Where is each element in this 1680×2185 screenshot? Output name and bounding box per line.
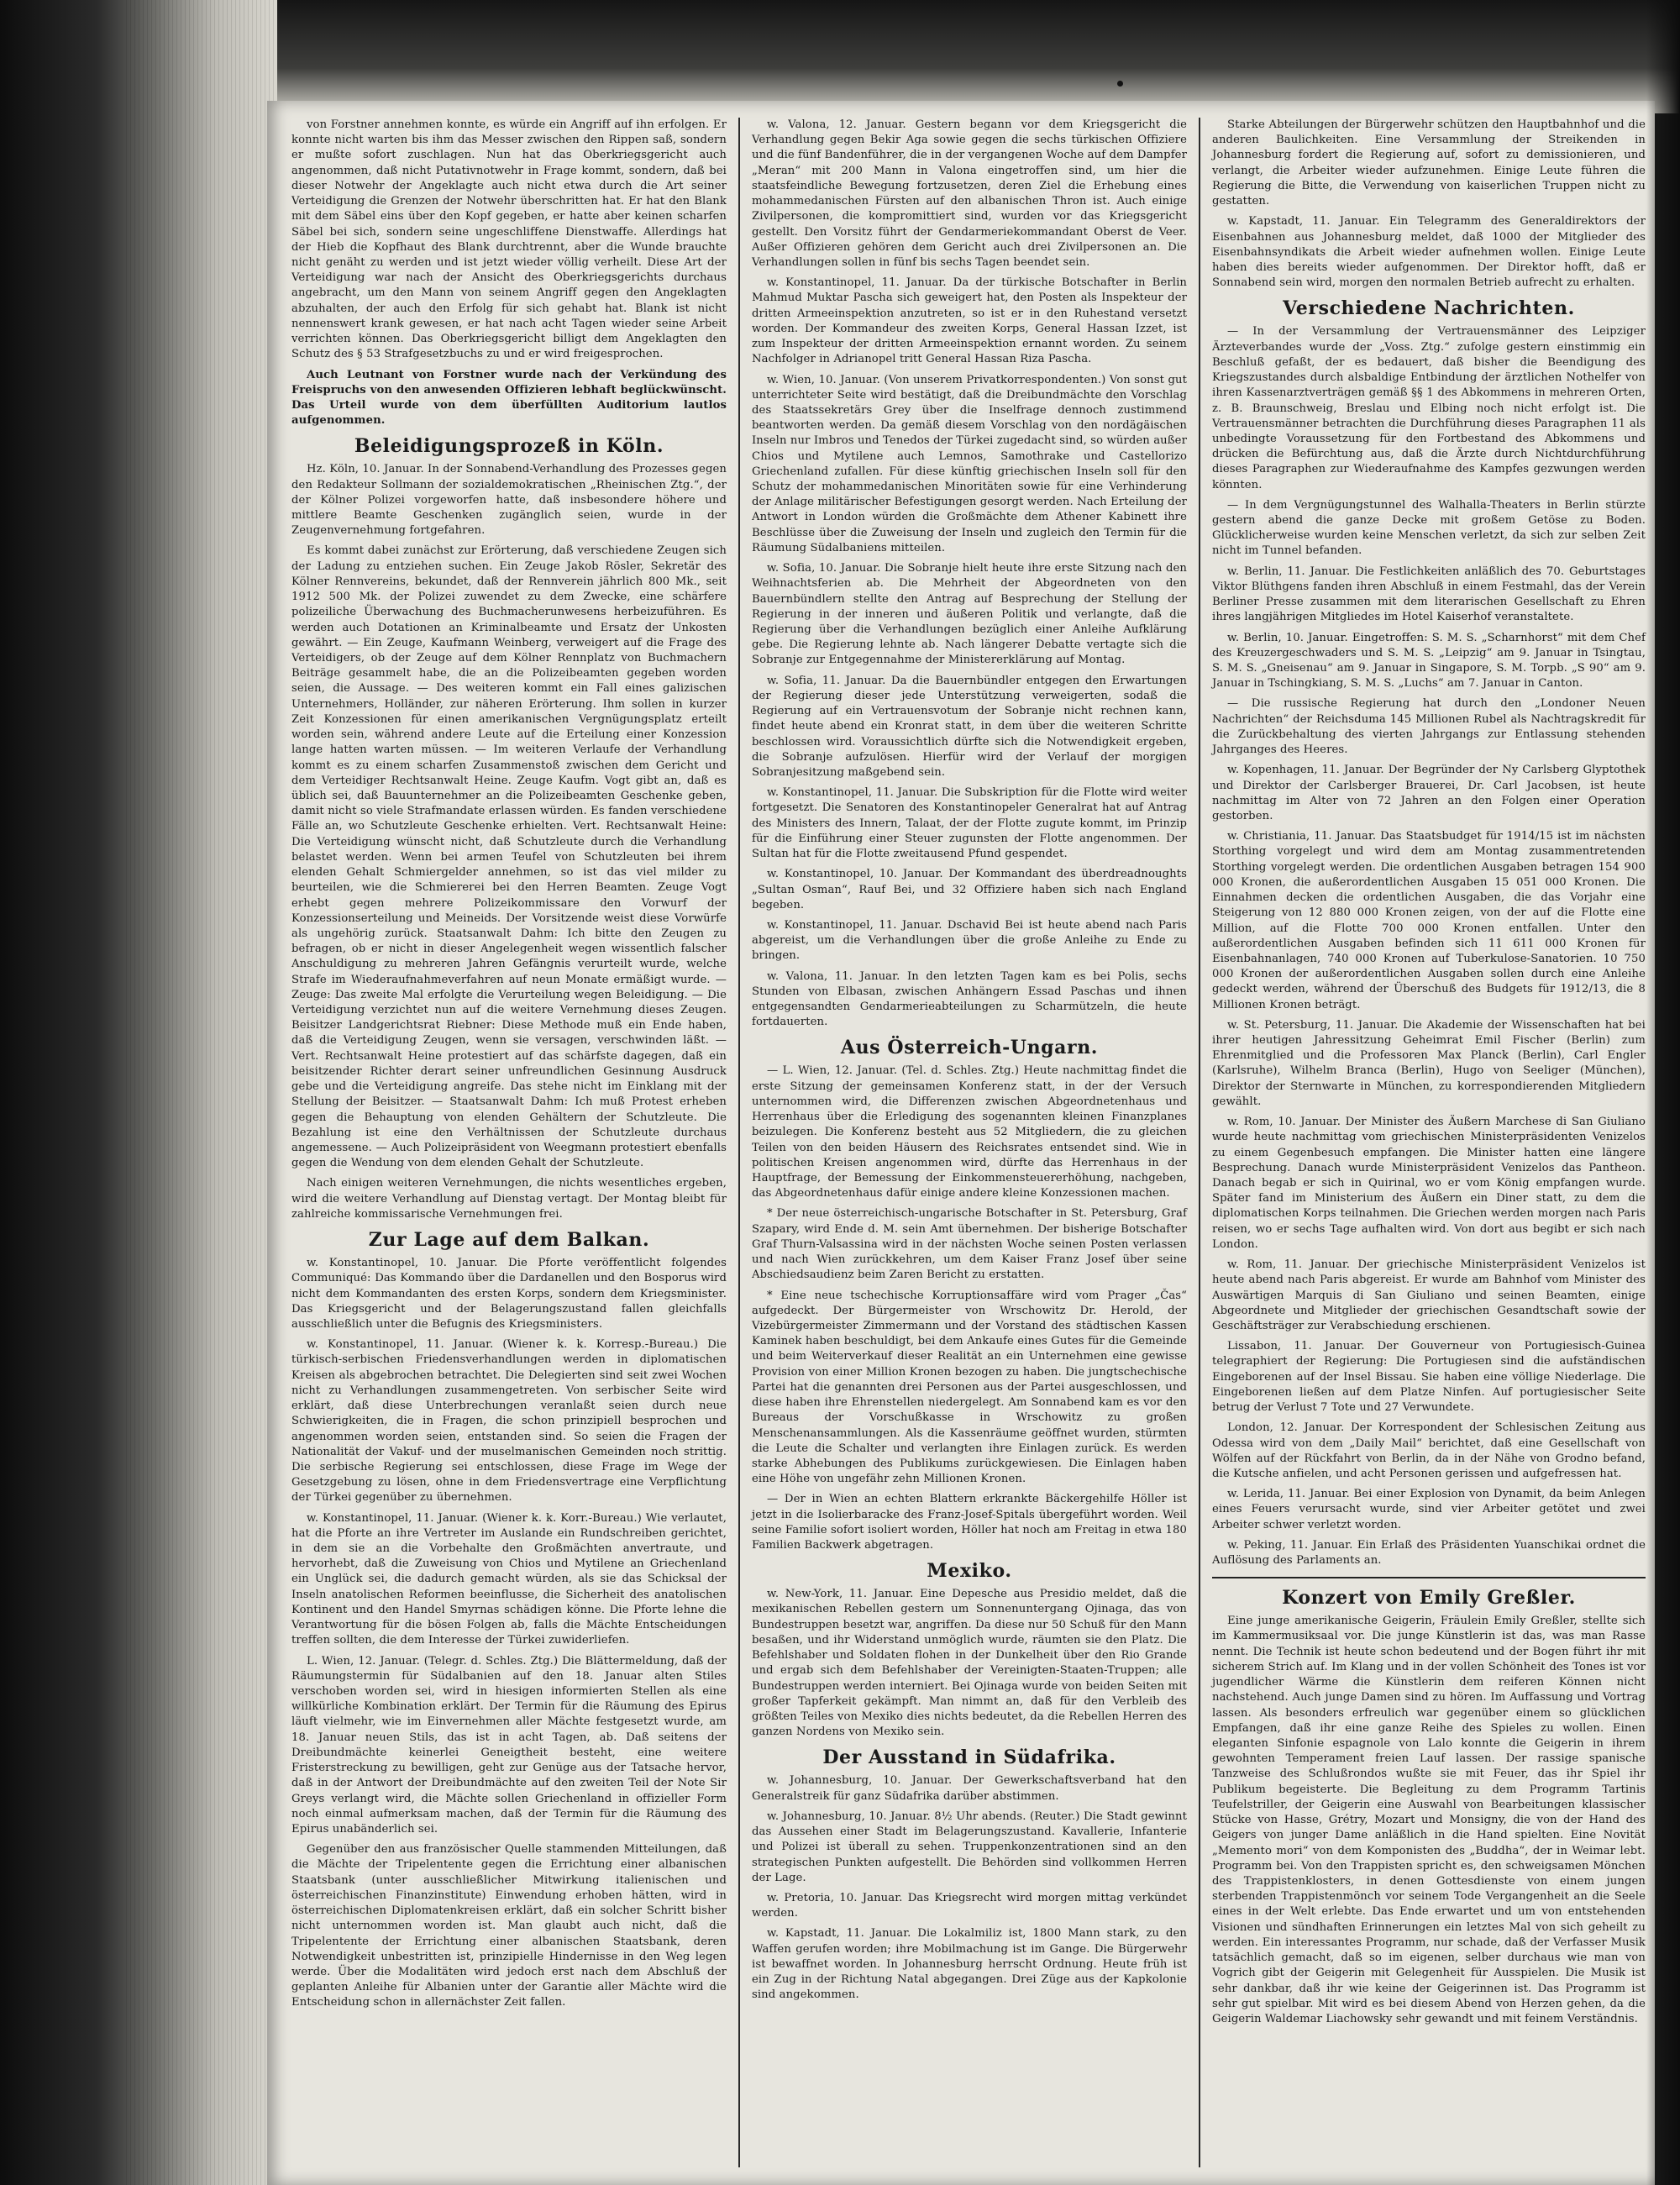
article-text: w. Johannesburg, 10. Januar. Der Gewerkschaftsverband hat den Generalstreik für ganz Südafrika darüber abstimmen. [752,1774,1187,1803]
section-heading: Konzert von Emily Greßler. [1282,1587,1576,1610]
article-text: — L. Wien, 12. Januar. (Tel. d. Schles. Ztg.) Heute nachmittag findet die erste Sitzung der gemeinsamen Konferenz statt, in der der Versuch unternommen wird, die Differenzen zwischen Abgeordnetenhaus und Herrenhaus über die Erledigung des sogenannten kleinen Finanzplanes beizulegen. Die Konferenz besteht aus 52 Mitgliedern, die zu gleichen Teilen von den beiden Häusern des Reichsrates entsendet sind. Wie in politischen Kreisen angenommen wird, dürfte das Herrenhaus in der Hauptfrage, der Bemessung der Einkommensteuererhöhung, nachgeben, das Abgeordnetenhaus dafür einige andere kleine Konzessionen machen. [752,1064,1187,1200]
article-text: w. St. Petersburg, 11. Januar. Die Akademie der Wissenschaften hat bei ihrer heutigen Jahressitzung Geheimrat Emil Fischer (Berlin) zum Ehrenmitglied und die Professoren Max Planck (Berlin), Carl Engler (Karlsruhe), Wilhelm Branca (Berlin), Hugo von Seeliger (München), Direktor der Sternwarte in München, zu korrespondierenden Mitgliedern gewählt. [1212,1018,1646,1108]
article-text: w. Kopenhagen, 11. Januar. Der Begründer der Ny Carlsberg Glyptothek und Direktor der Carlsberger Brauerei, Dr. Carl Jacobsen, ist heute nachmittag im Alter von 72 Jahren an den Folgen einer Operation gestorben. [1212,764,1646,822]
section-heading: Mexiko. [927,1560,1012,1583]
article-text: * Der neue österreichisch-ungarische Botschafter in St. Petersburg, Graf Szapary, wird Ende d. M. sein Amt übernehmen. Der bisherige Botschafter Graf Thurn-Valsassina wird in der nächsten Woche seinen Posten verlassen und nach Wien zurückkehren, um dem Kaiser Franz Josef über seine Abschiedsaudienz beim Zaren Bericht zu erstatten. [752,1207,1187,1282]
article-text: w. Kapstadt, 11. Januar. Ein Telegramm des Generaldirektors der Eisenbahnen aus Johannesburg meldet, daß 1000 der Mitglieder des Eisenbahnsyndikats die Arbeit wieder aufnehmen wollen. Einige Leute haben dies bereits wieder aufgenommen. Der Direktor hofft, daß er Sonnabend sein wird, morgen den normalen Betrieb aufrecht zu erhalten. [1212,215,1646,290]
page-stack-edges [126,0,277,2185]
article-text: w. Sofia, 10. Januar. Die Sobranje hielt heute ihre erste Sitzung nach den Weihnachtsferien ab. Die Mehrheit der Abgeordneten von den Bauernbündlern stellte den Antrag auf Besprechung der Stellung der Regierung in der inneren und äußeren Politik und verlangte, daß die Regierung über die Verhandlungen bezüglich einer Anleihe Aufklärung gebe. Die Regierung lehnte ab. Nach längerer Debatte vertagte sich die Sobranje zur Entgegennahme der Ministererklärung auf Montag. [752,562,1187,667]
section-heading: Verschiedene Nachrichten. [1283,297,1575,320]
article-text: Lissabon, 11. Januar. Der Gouverneur von Portugiesisch-Guinea telegraphiert der Regierung: Die Portugiesen sind die aufständischen Eingeborenen auf der Insel Bissau. Sie haben eine völlige Niederlage. Die Eingeborenen ließen auf dem Platze Ninfen. Auf portugiesischer Seite betrug der Verlust 7 Tote und 27 Verwundete. [1212,1340,1646,1415]
article-text: w. Lerida, 11. Januar. Bei einer Explosion von Dynamit, da beim Anlegen eines Feuers verursacht wurde, sind vier Arbeiter getötet und zwei Arbeiter schwer verletzt worden. [1212,1488,1646,1531]
article-text: w. Johannesburg, 10. Januar. 8½ Uhr abends. (Reuter.) Die Stadt gewinnt das Aussehen einer Stadt im Belagerungszustand. Kavallerie, Infanterie und Polizei ist überall zu sehen. Truppenkonzentrationen sind an den strategischen Punkten aufgestellt. Die Behörden sind vollkommen Herren der Lage. [752,1809,1187,1884]
article-text: w. Kapstadt, 11. Januar. Die Lokalmiliz ist, 1800 Mann stark, zu den Waffen gerufen worden; ihre Mobilmachung ist im Gange. Die Bürgerwehr ist bewaffnet worden. In Johannesburg herrscht Ordnung. Heute früh ist ein Zug in der Richtung Natal abgegangen. Drei Züge aus der Kapkolonie sind angekommen. [752,1927,1187,2002]
article-text: Nach einigen weiteren Vernehmungen, die nichts wesentliches ergeben, wird die weitere Verhandlung auf Dienstag vertagt. Der Montag bleibt für zahlreiche kommissarische Vernehmungen frei. [291,1177,727,1221]
section-heading: Aus Österreich-Ungarn. [840,1037,1099,1059]
article-text: Es kommt dabei zunächst zur Erörterung, daß verschiedene Zeugen sich der Ladung zu entziehen suchen. Ein Zeuge Jakob Rösler, Sekretär des Kölner Rennvereins, bekundet, daß der Rennverein jährlich 800 Mk., seit 1912 500 Mk. der Polizei zuwendet zu dem Zwecke, eine schärfere polizeiliche Überwachung des Buchmacherunwesens herbeizuführen. Es werden auch Dotationen an Kriminalbeamte und Ersatz der Unkosten gewährt. — Ein Zeuge, Kaufmann Weinberg, verweigert auf die Frage des Verteidigers, ob der Zeuge auf dem Kölner Rennplatz von Buchmachern Beiträge gesammelt habe, die an die Polizeibeamten gegeben worden seien, die Aussage. — Des weiteren kommt ein Fall eines galizischen Unternehmers, Holländer, zur näheren Erörterung. Ihm sollen in kurzer Zeit Konzessionen für einen amerikanischen Vergnügungsplatz erteilt worden sein, während andere Leute auf die Erteilung einer Konzession lange hatten warten müssen. — Im weiteren Verlaufe der Verhandlung kommt es zu einem scharfen Zusammenstoß zwischen dem Gericht und dem Verteidiger Rechtsanwalt Heine. Zeuge Kaufm. Vogt gibt an, daß es üblich sei, daß Bauunternehmer an die Polizeibeamten Geschenke geben, damit nicht so viele Strafmandate erlassen würden. Es fanden verschiedene Fälle an, wo Schutzleute Geschenke erhielten. Vert. Rechtsanwalt Heine: Die Verteidigung wünscht nicht, daß Schutzleute durch die Verhandlung belastet werden. Wenn bei armen Teufel von Schutzleuten bei ihrem elenden Gehalt Schmiergelder annehmen, so ist das viel milder zu beurteilen, wie die Schmiererei bei den Herren Beamten. Zeuge Vogt erhebt gegen mehrere Polizeikommissare den Vorwurf der Konzessionserteilung und Meineids. Der Vorsitzende weist diese Vorwürfe als ungehörig zurück. Staatsanwalt Dahm: Ich bitte den Zeugen zu befragen, ob er nicht in dieser Angelegenheit wegen wissentlich falscher Anschuldigung zu mehreren Jahren Gefängnis verurteilt wurde, welche Strafe im Wiederaufnahmeverfahren auf neun Monate ermäßigt wurde. — Zeuge: Das zweite Mal erfolgte die Verurteilung wegen Beleidigung. — Die Verteidigung verzichtet nun auf die weitere Vernehmung dieses Zeugen. Beisitzer Landgerichtsrat Riebner: Diese Methode muß ein Ende haben, daß die Verteidigung Zeugen, wenn sie versagen, verschwinden läßt. — Vert. Rechtsanwalt Heine protestiert auf das schärfste dagegen, daß ein beisitzender Richter derart seiner unfreundlichen Gesinnung Ausdruck gebe und die Verteidigung angreife. Das stehe nicht im Einklang mit der Stellung der Beisitzer. — Staatsanwalt Dahm: Ich muß Protest erheben gegen die Behauptung von elenden Gehältern der Schutzleute. Die Bezahlung ist eine den Verhältnissen der Schutzleute durchaus angemessene. — Auch Polizeipräsident von Weegmann protestiert ebenfalls gegen die Wendung von dem elenden Gehalt der Schutzleute. [291,544,727,1170]
article-text: w. Berlin, 11. Januar. Die Festlichkeiten anläßlich des 70. Geburtstages Viktor Blüthgens fanden ihren Abschluß in einem Festmahl, das der Verein Berliner Presse zusammen mit dem literarischen Gesellschaft zu Ehren ihres langjährigen Mitgliedes im Hotel Kaiserhof veranstaltete. [1212,565,1646,624]
section-divider [1212,1577,1646,1578]
top-scan-shadow [277,0,1680,113]
article-text: w. Konstantinopel, 11. Januar. (Wiener k. k. Korresp.-Bureau.) Die türkisch-serbischen Friedensverhandlungen werden in diplomatischen Kreisen als abgebrochen betrachtet. Die Delegierten sind seit zwei Wochen nicht zu Verhandlungen zusammengetreten. Von serbischer Seite wird erklärt, daß diese Unterbrechungen veranlaßt seien durch neue Schwierigkeiten, die in Fragen, die schon prinzipiell besprochen und angenommen worden seien, entstanden sind. So seien die Fragen der Nationalität der Vakuf- und der muselmanischen Gemeinden noch strittig. Die serbische Regierung sei entschlossen, diese Frage im Wege der Gesetzgebung zu lösen, ohne in dem Friedensvertrage eine Verpflichtung der Türkei gegenüber zu übernehmen. [291,1338,727,1505]
right-scan-shadow [1646,0,1680,2185]
article-text: w. Rom, 11. Januar. Der griechische Ministerpräsident Venizelos ist heute abend nach Paris abgereist. Er wurde am Bahnhof vom Minister des Auswärtigen Marquis di San Giuliano und seinen Beamten, einige Abgeordnete und Mitglieder der griechischen Gesandtschaft sowie der Geschäftsträger zur Verabschiedung erschienen. [1212,1258,1646,1332]
article-text: w. Konstantinopel, 10. Januar. Der Kommandant des überdreadnoughts „Sultan Osman“, Rauf Bei, und 32 Offiziere haben sich nach England begeben. [752,868,1187,911]
article-text: w. Konstantinopel, 11. Januar. (Wiener k. k. Korr.-Bureau.) Wie verlautet, hat die Pforte an ihre Vertreter im Auslande ein Rundschreiben gerichtet, in dem sie an die Vorbehalte den Großmächten anvertraute, und hervorhebt, daß die Zuweisung von Chios und Mytilene an Griechenland ein Unglück sei, die dadurch gemacht würden, als sie das Schicksal der Inseln anatolischen Reformen beeinflusse, die Sicherheit des anatolischen Kontinent und den Handel Smyrnas schädigen könne. Die Pforte lehne die Verantwortung für die bösen Folgen ab, falls die Mächte Entscheidungen treffen sollten, die dem Interesse der Türkei zuwiderliefen. [291,1511,727,1647]
article-text: w. Konstantinopel, 10. Januar. Die Pforte veröffentlicht folgendes Communiqué: Das Kommando über die Dardanellen und den Bosporus wird nicht dem Kommandanten des ersten Korps, sondern dem Kriegsminister. Das Kriegsgericht und der Belagerungszustand fallen gleichfalls ausschließlich unter die Befugnis des Kriegsministers. [291,1257,727,1331]
article-text: w. Valona, 12. Januar. Gestern begann vor dem Kriegsgericht die Verhandlung gegen Bekir Aga sowie gegen die sechs türkischen Offiziere und die fünf Bandenführer, die in der vergangenen Woche auf dem Dampfer „Meran“ mit 200 Mann in Valona eingetroffen sind, um hier die staatsfeindliche Bewegung fortzusetzen, deren Ziel die Erhebung eines mohammedanischen Fürsten auf den albanischen Thron ist. Auch einige Zivilpersonen, die kompromittiert sind, wurden vor das Kriegsgericht gestellt. Den Vorsitz führt der Gendarmeriekommandant Oberst de Veer. Außer Offizieren gehören dem Gericht auch drei Zivilpersonen an. Die Verhandlungen sollen in fünf bis sechs Tagen beendet sein. [752,118,1187,269]
article-text: Gegenüber den aus französischer Quelle stammenden Mitteilungen, daß die Mächte der Tripelentente gegen die Errichtung einer albanischen Staatsbank (unter ausschließlicher Mitwirkung italienischen und österreichischen Finanzinstitute) Einwendung erhoben hätten, wird in österreichischen Diplomatenkreisen erklärt, daß ein solcher Schritt bisher nicht unternommen worden ist. Man glaubt auch nicht, daß die Tripelentente der Errichtung einer albanischen Staatsbank, deren Notwendigkeit unbestritten ist, prinzipielle Hindernisse in den Weg legen werde. Über die Modalitäten wird jedoch erst nach dem Abschluß der geplanten Anleihe für Albanien unter der Garantie aller Mächte wird die Entscheidung schon in allernächster Zeit fallen. [291,1843,727,2009]
article-text: w. Pretoria, 10. Januar. Das Kriegsrecht wird morgen mittag verkündet werden. [752,1891,1187,1920]
article-text: w. Sofia, 11. Januar. Da die Bauernbündler entgegen den Erwartungen der Regierung dieser jede Unterstützung verweigerten, sodaß die Regierung auf ein Vertrauensvotum der Sobranje nicht rechnen kann, findet heute abend ein Kronrat statt, in dem über die weiteren Schritte beschlossen wird. Voraussichtlich dürfte sich die Notwendigkeit ergeben, die Sobranje aufzulösen. Hierfür wird der Verlauf der morgigen Sobranjesitzung maßgebend sein. [752,674,1187,779]
article-text: w. Konstantinopel, 11. Januar. Dschavid Bei ist heute abend nach Paris abgereist, um die Verhandlungen über die große Anleihe zu Ende zu bringen. [752,918,1187,963]
article-text: — In der Versammlung der Vertrauensmänner des Leipziger Ärzteverbandes wurde der „Voss. Ztg.“ zufolge gestern einstimmig ein Beschluß gefaßt, der es bedauert, daß bisher die Beendigung des Kriegszustandes durch alsbaldige Entbindung der ärztlichen Nothelfer von ihren Kassenarztverträgen gemäß §§ 1 des Abkommens in mehreren Orten, z. B. Braunschweig, Breslau und Elbing noch nicht erfolgt ist. Die Vertrauensmänner betrachten die Durchführung dieses Paragraphen 11 als unbedingte Voraussetzung für den Fortbestand des Abkommens und drücken die Befürchtung aus, daß die Ärzte durch Nichtdurchführung dieses Paragraphen zur Wiederaufnahme des Kampfes gezwungen werden könnten. [1212,325,1646,491]
column-3 [1200,118,1657,2167]
column-2 [740,118,1200,2167]
article-text: w. Christiania, 11. Januar. Das Staatsbudget für 1914/15 ist im nächsten Storthing vorgelegt und wird dem am Montag zusammentretenden Storthing vorgelegt werden. Die ordentlichen Ausgaben betragen 154 900 000 Kronen, die außerordentlichen Ausgaben 15 051 000 Kronen. Die Einnahmen decken die ordentlichen Ausgaben, die das Vorjahr eine Steigerung von 12 880 000 Kronen zeigen, von der auf die Flotte eine Million, auf die Flotte 700 000 Kronen entfallen. Unter den außerordentlichen Ausgaben befinden sich 11 611 000 Kronen für Eisenbahnanlagen, 740 000 Kronen auf Tuberkulose-Sanatorien. 10 750 000 Kronen der außerordentlichen Ausgaben sollen durch eine Anleihe gedeckt werden, während der Überschuß des Budgets für 1912/13, die 8 Millionen Kronen beträgt. [1212,830,1646,1011]
article-text: L. Wien, 12. Januar. (Telegr. d. Schles. Ztg.) Die Blättermeldung, daß der Räumungstermin für Südalbanien auf den 18. Januar alten Stiles verschoben worden sei, wird in hiesigen informierten Stellen als eine willkürliche Kombination erklärt. Der Termin für die Räumung des Epirus läuft vielmehr, wie im Einvernehmen aller Mächte festgesetzt wurde, am 18. Januar neuen Stils, das ist in acht Tagen, ab. Daß seitens der Dreibundmächte keinerlei Geneigtheit besteht, eine weitere Fristerstreckung zu bewilligen, geht zur Genüge aus der Tatsache hervor, daß in der Antwort der Dreibundmächte auf den zweiten Teil der Note Sir Greys verlangt wird, die Mächte sollen Griechenland in offizieller Form noch einmal aufmerksam machen, daß der Termin für die Räumung des Epirus unabänderlich sei. [291,1654,727,1836]
ink-dot [1117,81,1123,87]
article-text: — Der in Wien an echten Blattern erkrankte Bäckergehilfe Höller ist jetzt in die Isolierbaracke des Franz-Josef-Spitals übergeführt worden. Weil seine Familie sofort isoliert worden, Höller hat noch am Freitag in etwa 180 Familien Backwerk abgetragen. [752,1493,1187,1552]
article-text: w. Berlin, 10. Januar. Eingetroffen: S. M. S. „Scharnhorst“ mit dem Chef des Kreuzergeschwaders und S. M. S. „Leipzig“ am 9. Januar in Tsingtau, S. M. S. „Gneisenau“ am 9. Januar in Singapore, S. M. Torpb. „S 90“ am 9. Januar in Tschingkiang, S. M. S. „Luchs“ am 7. Januar in Canton. [1212,631,1646,691]
section-heading: Beleidigungsprozeß in Köln. [354,435,664,458]
article-text: von Forstner annehmen konnte, es würde ein Angriff auf ihn erfolgen. Er konnte nicht warten bis ihm das Messer zwischen den Rippen saß, sondern er mußte sofort zuschlagen. Nun hat das Oberkriegsgericht auch angenommen, daß nicht Putativnotwehr in Frage kommt, sondern, daß bei dieser Notwehr der Angeklagte auch nicht etwa durch die Art seiner Verteidigung die Grenzen der Notwehr überschritten hat. Er hat den Blank mit dem Säbel eins über den Kopf gegeben, er hatte aber keinen scharfen Säbel bei sich, sondern seine ungeschliffene Dienstwaffe. Allerdings hat der Hieb die Kopfhaut des Blank durchtrennt, aber die Wunde brauchte nicht genäht zu werden und ist jetzt wieder völlig verheilt. Diese Art der Verteidigung war nach der Ansicht des Oberkriegsgerichts durchaus angebracht, um den Mann von seinem Angriff gegen den Angeklagten abzuhalten, der auch den Erfolg für sich gehabt hat. Blank ist nicht nennenswert krank gewesen, er hat nach acht Tagen wieder seine Arbeit verrichten können. Das Oberkriegsgericht billigt dem Angeklagten den Schutz des § 53 Strafgesetzbuchs zu und er wird freigesprochen. [291,118,727,361]
article-text: Auch Leutnant von Forstner wurde nach der Verkündung des Freispruchs von den anwesenden Offizieren lebhaft beglückwünscht. Das Urteil wurde von dem überfüllten Auditorium lautlos aufgenommen. [291,368,727,428]
section-heading: Zur Lage auf dem Balkan. [368,1229,650,1252]
article-text: w. New-York, 11. Januar. Eine Depesche aus Presidio meldet, daß die mexikanischen Rebellen gestern um Sonnenuntergang Ojinaga, das von Bundestruppen besetzt war, angriffen. Da diese nur 50 Schuß für den Mann besaßen, und ihr Widerstand unmöglich wurde, räumten sie den Platz. Die Befehlshaber und Soldaten flohen in der Dunkelheit über den Rio Grande und ergab sich dem Befehlshaber der Vereinigten-Staaten-Truppen; alle Bundestruppen werden interniert. Bei Ojinaga wurde von beiden Seiten mit großer Tapferkeit gekämpft. Man nimmt an, daß für den Verbleib des größten Teiles von Mexiko dies nichts bedeutet, da die Rebellen Herren des ganzen Nordens von Mexiko sein. [752,1588,1187,1739]
article-text: Hz. Köln, 10. Januar. In der Sonnabend-Verhandlung des Prozesses gegen den Redakteur Sollmann der sozialdemokratischen „Rheinischen Ztg.“, der der Kölner Polizei vorgeworfen hatte, daß insbesondere höhere und mittlere Beamte Geschenken zugänglich seien, wurde in der Zeugenvernehmung fortgefahren. [291,463,727,538]
article-text: — Die russische Regierung hat durch den „Londoner Neuen Nachrichten“ der Reichsduma 145 Millionen Rubel als Nachtragskredit für die Zurückbehaltung des vierten Jahrgangs zur Entlassung stehenden Jahrganges des Heeres. [1212,697,1646,757]
column-1 [280,118,740,2167]
article-text: w. Rom, 10. Januar. Der Minister des Äußern Marchese di San Giuliano wurde heute nachmittag vom griechischen Ministerpräsidenten Venizelos zu einem Gegenbesuch empfangen. Die Minister hatten eine längere Besprechung. Danach wurde Ministerpräsident Venizelos das Pantheon. Danach begab er sich in Quirinal, wo er vom König empfangen wurde. Später fand im Ministerium des Äußern ein Diner statt, zu dem die diplomatischen Korps teilnahmen. Die Griechen werden morgen nach Paris reisen, wo er sechs Tage aufhalten wird. Von dort aus begibt er sich nach London. [1212,1116,1646,1251]
article-text: London, 12. Januar. Der Korrespondent der Schlesischen Zeitung aus Odessa wird von dem „Daily Mail“ berichtet, daß eine Gesellschaft von Wölfen auf der Rückfahrt von Berlin, da in der Nähe von Grodno befand, die Kutsche anfielen, und acht Personen gerissen und aufgefressen hat. [1212,1421,1646,1480]
section-heading: Der Ausstand in Südafrika. [822,1746,1116,1769]
newspaper-columns [280,118,1657,2167]
article-text: — In dem Vergnügungstunnel des Walhalla-Theaters in Berlin stürzte gestern abend die ganze Decke mit großem Getöse zu Boden. Glücklicherweise wurden keine Menschen verletzt, da sich zur selben Zeit nicht im Tunnel befanden. [1212,498,1646,558]
article-text: w. Valona, 11. Januar. In den letzten Tagen kam es bei Polis, sechs Stunden von Elbasan, zwischen Anhängern Essad Paschas und ihnen entgegensandten Gendarmerieabteilungen zu Scharmützeln, die heute fortdauerten. [752,969,1187,1029]
article-text: w. Konstantinopel, 11. Januar. Da der türkische Botschafter in Berlin Mahmud Muktar Pascha sich geweigert hat, den Posten als Inspekteur der dritten Armeeinspektion anzutreten, so ist er in den Ruhestand versetzt worden. Der Kommandeur des zweiten Korps, General Hassan Izzet, ist zum Inspekteur der dritten Armeeinspektion ernannt worden. Zu seinem Nachfolger in Adrianopel tritt General Hassan Riza Pascha. [752,276,1187,366]
article-text: w. Wien, 10. Januar. (Von unserem Privatkorrespondenten.) Von sonst gut unterrichteter Seite wird bestätigt, daß die Dreibundmächte den Vorschlag des Staatssekretärs Grey über die Inselfrage dennoch zustimmend beantworten werden. Da gemäß diesem Vorschlag von den nordägäischen Inseln nur Imbros und Tenedos der Türkei zugedacht sind, so würden außer Chios und Mytilene auch Lemnos, Samothrake und Castellorizo Griechenland zufallen. Für diese künftig griechischen Inseln soll für den Schutz der mohammedanischen Minoritäten sowie für eine Verhinderung der Anlage militärischer Befestigungen gesorgt werden. Nach Erteilung der Antwort in London würden die Großmächte dem Athener Kabinett ihre Beschlüsse über die Zuweisung der Inseln und zugleich den Termin für die Räumung Südalbaniens mitteilen. [752,373,1188,554]
article-text: w. Konstantinopel, 11. Januar. Die Subskription für die Flotte wird weiter fortgesetzt. Die Senatoren des Konstantinopeler Generalrat hat auf Antrag des Ministers des Innern, Talaat, der der Flotte zugute kommt, im Prinzip für die Einführung einer Steuer zugunsten der Flotte angenommen. Der Sultan hat für die Flotte zweitausend Pfund gespendet. [752,786,1187,861]
article-text: w. Peking, 11. Januar. Ein Erlaß des Präsidenten Yuanschikai ordnet die Auflösung des Parlaments an. [1212,1538,1646,1568]
article-text: Starke Abteilungen der Bürgerwehr schützen den Hauptbahnhof und die anderen Baulichkeiten. Eine Versammlung der Streikenden in Johannesburg fordert die Regierung auf, sofort zu demissionieren, und verlangt, die Arbeiter wieder aufzunehmen. Einige Leute führen die Regierung die Bitte, die Verwendung von kaiserlichen Truppen nicht zu gestatten. [1212,118,1646,208]
article-text: Eine junge amerikanische Geigerin, Fräulein Emily Greßler, stellte sich im Kammermusiksaal vor. Die junge Künstlerin ist das, was man Rasse nennt. Die Technik ist heute schon bedeutend und der Bogen führt ihr mit sicherem Strich auf. Im Klang und in der vollen Schönheit des Tones ist vor jugendlicher Wärme die Künstlerin dem reiferen Können nicht nachstehend. Auch junge Damen sind zu hören. Im Auffassung und Vortrag lassen. Als besonders erfreulich war gegenüber einem so glücklichen Empfangen, daß ihr eine ganze Reihe des Spieles zu wollen. Einen eleganten Sinfonie espagnole von Lalo konnte die Geigerin in ihrem gewohnten Temperament freien Lauf lassen. Der rassige spanische Tanzweise des Schlußrondos wußte sie mit Feuer, das ihr Spiel ihr Publikum begeisterte. Die Begleitung zu dem Programm Tartinis Teufelstriller, der Geigerin eine Auswahl von Bearbeitungen klassischer Stücke von Hasse, Grétry, Mozart und Monsigny, die von der Hand des Geigers von junger Dame anläßlich in die Hand spielten. Eine Novität „Memento mori“ von dem Komponisten des „Buddha“, der in Weimar lebt. Programm bei. Von den Trappisten spricht es, den schweigsamen Mönchen des Trappistenklosters, in denen Gottesdienste von einem jungen sterbenden Trappistenmönch vor seinem Tode Vergangenheit an die Seele eines in der Welt erlebte. Das Ende erwartet und um von entstehenden Visionen und sündhaften Erinnerungen ein letztes Mal von sich geheilt zu werden. Ein interessantes Programm, nur schade, daß der Verfasser Musik tatsächlich gemacht, daß so im eigenen, selber durchaus wie man von Vogrich gibt der Geigerin mit Gelegenheit für Ausspielen. Die Musik ist sehr dankbar, daß ihr wie keine der Geigerinnen ist. Das Programm ist sehr gut spielbar. Mit wird es bei diesem Abend von Herzen gehen, da die Geigerin Waldemar Liachowsky sehr gewandt und mit feinem Verständnis. [1212,1615,1646,2025]
article-text: * Eine neue tschechische Korruptionsaffäre wird vom Prager „Čas“ aufgedeckt. Der Bürgermeister von Wrschowitz Dr. Herold, der Vizebürgermeister Zimmermann und der Vorstand des städtischen Kassen Kaminek haben beschuldigt, bei dem Ankaufe eines Gutes für die Gemeinde und beim Weiterverkauf dieser Realität an ein Unternehmen eine gewisse Provision von einer Million Kronen bezogen zu haben. Die jungtschechische Partei hat die genannten drei Personen aus der Partei ausgeschlossen, und diese haben ihre Ehrenstellen niedergelegt. Am Sonnabend kam es vor den Bureaus der Vorschußkasse in Wrschowitz zu großen Menschenansammlungen. Als die Kassenräume geöffnet wurden, stürmten die Leute die Schalter und verlangten ihre Einlagen zurück. Es werden starke Abhebungen des Publikums zurückgewiesen. Die Einlagen haben eine Höhe von ungefähr zehn Millionen Kronen. [752,1289,1187,1486]
